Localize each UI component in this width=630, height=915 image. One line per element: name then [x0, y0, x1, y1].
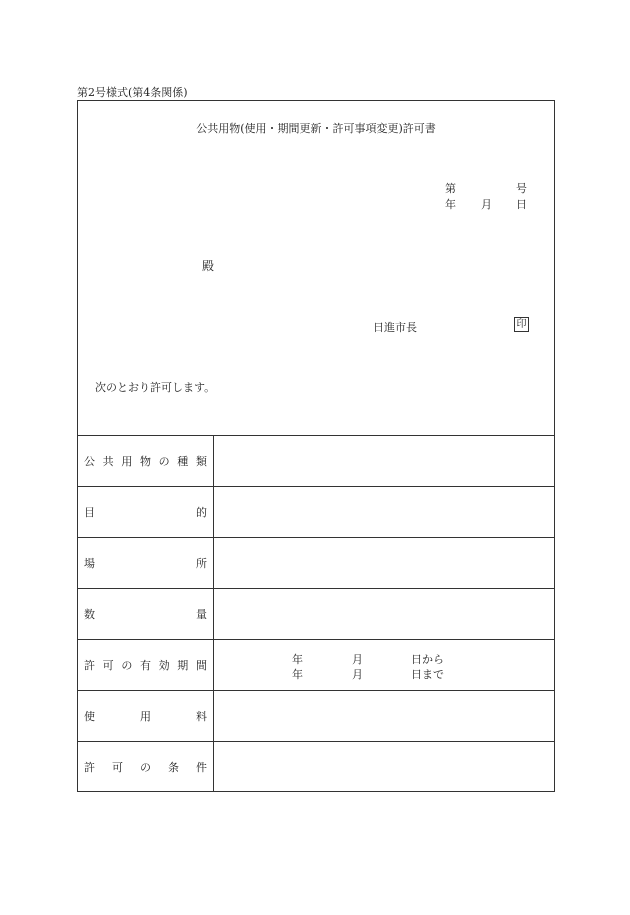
label-quantity: 数 量	[84, 608, 207, 621]
form-title: 公共用物(使用・期間更新・許可事項変更)許可書	[196, 122, 436, 135]
form-header-section	[78, 101, 554, 435]
permit-statement: 次のとおり許可します。	[95, 381, 216, 394]
date-day: 日	[516, 198, 527, 211]
permit-details-table	[78, 435, 554, 792]
label-usage-fee: 使 用 料	[84, 710, 207, 723]
value-permit-conditions[interactable]	[214, 742, 554, 792]
label-purpose: 目 的	[84, 506, 207, 519]
table-row	[78, 690, 554, 741]
label-location: 場 所	[84, 557, 207, 570]
table-row	[78, 639, 554, 690]
seal-mark: 印	[514, 317, 529, 332]
value-purpose[interactable]	[214, 487, 554, 537]
period-from: 年 月 日から	[292, 653, 444, 666]
label-permit-conditions: 許 可 の 条 件	[84, 761, 207, 774]
date-year: 年	[445, 198, 456, 211]
table-row	[78, 537, 554, 588]
number-prefix: 第	[445, 182, 456, 195]
issuer-name: 日進市長	[373, 321, 417, 334]
permit-form	[77, 100, 555, 792]
table-row	[78, 435, 554, 486]
value-usage-fee[interactable]	[214, 691, 554, 741]
value-quantity[interactable]	[214, 589, 554, 639]
table-row	[78, 741, 554, 792]
value-location[interactable]	[214, 538, 554, 588]
label-validity-period: 許 可 の 有 効 期 間	[84, 659, 207, 672]
number-suffix: 号	[516, 182, 527, 195]
value-public-property-type[interactable]	[214, 436, 554, 486]
date-month: 月	[481, 198, 492, 211]
period-to: 年 月 日まで	[292, 668, 444, 681]
table-row	[78, 588, 554, 639]
form-number-label: 第2号様式(第4条関係)	[77, 86, 188, 99]
table-row	[78, 486, 554, 537]
addressee-suffix: 殿	[202, 259, 215, 273]
value-validity-period[interactable]	[214, 640, 554, 690]
label-public-property-type: 公 共 用 物 の 種 類	[84, 455, 207, 468]
